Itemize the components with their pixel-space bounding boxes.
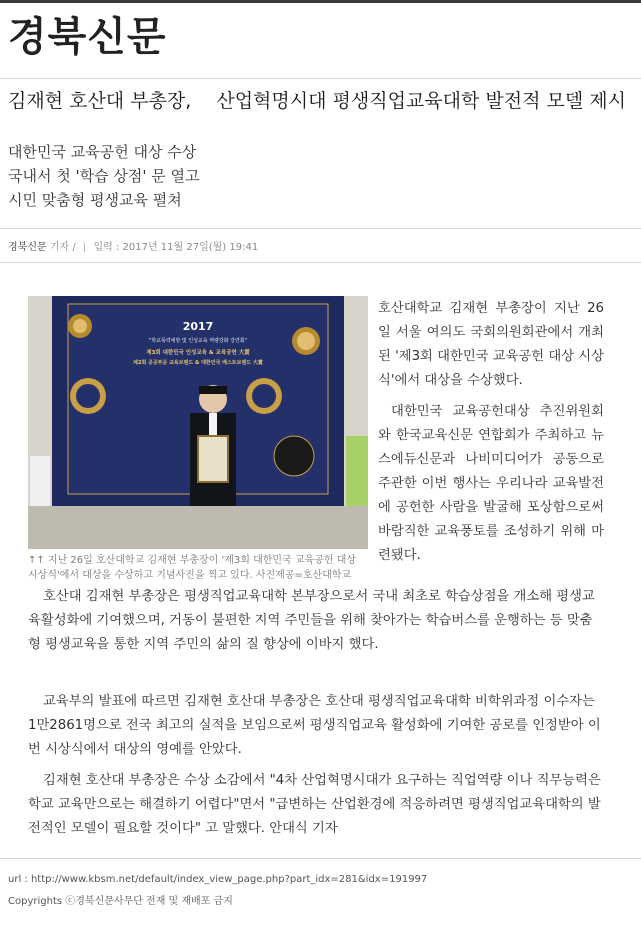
article-paragraph: 김재현 호산대 부총장은 수상 소감에서 "4차 산업혁명시대가 요구하는 직업역량 이나 직무능력은 학교 교육만으로는 해결하기 어렵다"면서 "급변하는 산업환경에 적응하려면 평생직업교육대학의 발전적인 모델이 필요할 것이다" 고 말했다. 안대식 기자 [28, 773, 601, 836]
article-paragraph: 호산대학교 김재현 부총장이 지난 26일 서울 여의도 국회의원회관에서 개최된 '제3회 대한민국 교육공헌 대상 시상식'에서 대상을 수상했다. [378, 301, 604, 388]
subheadline: 시민 맞춤형 평생교육 펼쳐 [8, 191, 182, 209]
byline-publisher: 경북신문 [8, 242, 47, 253]
subheadline: 대한민국 교육공헌 대상 수상 [8, 143, 197, 161]
award-photo-illustration [28, 296, 368, 549]
subheadline-list [8, 140, 199, 212]
article-headline: 김재현 호산대 부총장, 산업혁명시대 평생직업교육대학 발전적 모델 제시 [8, 90, 626, 112]
banner-line-2: 제2회 공공부문 교육브랜드 & 대한민국 베스트브랜드 大賞 [133, 360, 263, 366]
article-paragraph: 대한민국 교육공헌대상 추진위원회와 한국교육신문 연합회가 주최하고 뉴스에듀신문과 나비미디어가 공동으로 주관한 이번 행사는 우리나라 교육발전에 공헌한 사람을 발굴해 포상함으로써 바람직한 교육풍토를 조성하기 위해 마련됐다. [378, 404, 604, 563]
brand-award-logo [274, 436, 314, 476]
photo-caption: ↑↑ 지난 26일 호산대학교 김재현 부총장이 '제3회 대한민국 교육공헌 대상 시상식'에서 대상을 수상하고 기념사진을 찍고 있다. 사진제공=호산대학교 [28, 555, 357, 581]
subheadline: 국내서 첫 '학습 상점' 문 열고 [8, 167, 200, 185]
article-url[interactable]: url : http://www.kbsm.net/default/index_view_page.php?part_idx=281&idx=191997 [8, 874, 428, 885]
copyright-notice: Copyrights ⓒ경북신문사무단 전재 및 재배포 금지 [8, 896, 233, 907]
banner-year: 2017 [182, 320, 214, 333]
byline-date: 입력 : 2017년 11월 27일(월) 19:41 [93, 242, 259, 253]
site-logo[interactable]: 경북신문 [8, 14, 167, 60]
top-border [0, 0, 641, 3]
article-paragraph: 교육부의 발표에 따르면 김재현 호산대 부총장은 호산대 평생직업교육대학 비학위과정 이수자는 1만2861명으로 전국 최고의 실적을 보임으로써 평생직업교육 활성화에 기여한 공로를 인정받아 이번 시상식에서 대상의 영예를 안았다. [28, 694, 601, 757]
award-medallion-icon [246, 378, 282, 414]
footer-divider [0, 858, 641, 859]
header-divider [0, 78, 641, 79]
article-photo [28, 296, 368, 549]
byline-separator: | [82, 242, 87, 253]
gold-badge-icon [68, 314, 92, 338]
banner-line-1: 제3회 대한민국 인성교육 & 교육공헌 大賞 [146, 350, 250, 356]
byline-divider-top [0, 228, 641, 229]
banner-subtitle: "학교폭력예방 및 인성교육 역량강화 강연회" [149, 338, 247, 344]
article-paragraph: 호산대 김재현 부총장은 평생직업교육대학 본부장으로서 국내 최초로 학습상점을 개소해 평생교육활성화에 기여했으며, 거동이 불편한 지역 주민들을 위해 찾아가는 학습버스를 운행하는 등 맞춤형 평생교육을 통한 지역 주민의 삶의 질 향상에 이바지 했다. [28, 589, 595, 652]
gold-badge-icon [292, 327, 320, 355]
byline-divider-bottom [0, 262, 641, 263]
byline-role: 기자 / [49, 242, 76, 253]
award-medallion-icon [70, 378, 106, 414]
byline [8, 238, 258, 253]
